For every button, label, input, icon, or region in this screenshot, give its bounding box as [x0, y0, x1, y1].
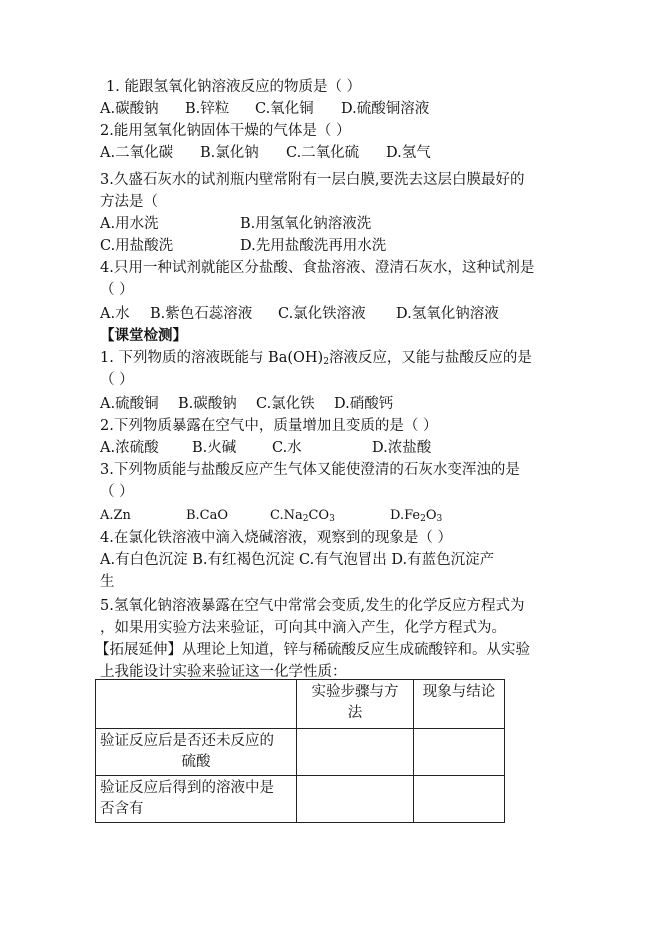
q4-option-d: D.氢氧化钠溶液: [396, 306, 499, 322]
q3-stem-line2: 方法是（: [100, 194, 158, 210]
q2-option-d: D.氢气: [386, 145, 431, 161]
c3-option-d-sub1: 2: [420, 514, 426, 524]
extension-line2: 上我能设计实验来验证这一化学性质：: [100, 664, 347, 680]
row2-steps-cell[interactable]: [297, 776, 414, 823]
row2-label-cell: [96, 776, 297, 823]
c3-option-a: A.Zn: [100, 508, 131, 523]
header-cell-result: [414, 680, 505, 729]
row2-label-line1: 验证反应后得到的溶液中是: [100, 780, 274, 796]
q2-option-b: B.氯化钠: [200, 145, 259, 161]
c3-option-c-sub1: 2: [302, 514, 309, 524]
header-cell-empty: [96, 680, 297, 729]
q4-options: [100, 303, 499, 325]
c1-stem-subscript: 2: [323, 357, 329, 367]
c4-stem: 4.在氯化铁溶液中滴入烧碱溶液，观察到的现象是（ ）: [100, 530, 452, 546]
q1-option-b: B.锌粒: [185, 101, 230, 117]
row1-label-line1: 验证反应后是否还未反应的: [100, 733, 274, 749]
q2-option-a: A.二氧化碳: [100, 145, 174, 161]
c2-options: [100, 437, 431, 459]
c3-option-c-start: C.Na: [270, 508, 303, 523]
q4-stem-line2: （ ）: [100, 282, 134, 298]
c1-stem-start: 1. 下列物质的溶液既能与 Ba(OH): [100, 350, 324, 366]
c3-option-b: B.CaO: [186, 508, 229, 523]
header-result: 现象与结论: [422, 684, 496, 700]
experiment-table: [95, 679, 505, 823]
c5-line2: ，如果用实验方法来验证，可向其中滴入产生，化学方程式为。: [100, 620, 506, 636]
extension-line1: 【拓展延伸】从理论上知道，锌与稀硫酸反应生成硫酸锌和。从实验: [95, 642, 530, 658]
c3-option-d-mid: O: [425, 508, 437, 523]
c1-option-b: B.碳酸钠: [178, 396, 237, 412]
q4-stem-line1: 4.只用一种试剂就能区分盐酸、食盐溶液、澄清石灰水，这种试剂是: [100, 260, 535, 276]
table-row: [96, 729, 505, 776]
row2-label-line2: 否含有: [100, 801, 144, 817]
c1-stem-rest: 溶液反应，又能与盐酸反应的是: [328, 350, 532, 366]
row1-label-cell: [96, 729, 297, 776]
c3-option-c-mid: CO: [308, 508, 330, 523]
header-steps-line1: 实验步骤与方: [311, 684, 399, 700]
q1-option-d: D.硫酸铜溶液: [341, 101, 430, 117]
row1-label-line2: 硫酸: [181, 754, 211, 770]
q1-options: [100, 98, 429, 120]
c2-option-c: C.水: [272, 440, 302, 456]
q3-options-row2: [100, 235, 386, 257]
q2-option-c: C.二氧化硫: [286, 145, 360, 161]
q4-option-c: C.氯化铁溶液: [278, 306, 366, 322]
q2-options: [100, 142, 431, 164]
c3-option-d-sub2: 3: [436, 514, 443, 524]
table-row: [96, 776, 505, 823]
row1-steps-cell[interactable]: [297, 729, 414, 776]
q3-option-b: B.用氢氧化钠溶液洗: [240, 216, 372, 232]
c4-options-line1: A.有白色沉淀 B.有红褐色沉淀 C.有气泡冒出 D.有蓝色沉淀产: [100, 552, 495, 568]
header-steps-line2: 法: [347, 705, 363, 721]
c4-options-line2: 生: [100, 574, 115, 590]
row2-result-cell[interactable]: [414, 776, 505, 823]
c2-stem: 2.下列物质暴露在空气中，质量增加且变质的是（ ）: [100, 418, 438, 434]
q3-option-a: A.用水洗: [100, 216, 159, 232]
c1-stem-line2: （ ）: [100, 372, 134, 388]
q2-stem: 2.能用氢氧化钠固体干燥的气体是（ ）: [100, 123, 351, 139]
q3-stem-line1: 3.久盛石灰水的试剂瓶内壁常附有一层白膜,要洗去这层白膜最好的: [100, 172, 525, 188]
q1-option-c: C.氧化铜: [255, 101, 314, 117]
c1-option-a: A.硫酸铜: [100, 396, 159, 412]
c3-option-c-sub2: 3: [329, 514, 335, 524]
c1-stem-line1: [100, 347, 532, 373]
c3-stem-line1: 3.下列物质能与盐酸反应产生气体又能使澄清的石灰水变浑浊的是: [100, 462, 520, 478]
q1-stem: 1. 能跟氢氧化钠溶液反应的物质是（ ）: [106, 79, 362, 95]
c1-option-c: C.氯化铁: [256, 396, 315, 412]
c2-option-b: B.火碱: [192, 440, 237, 456]
header-cell-steps: [297, 680, 414, 729]
c1-option-d: D.硝酸钙: [334, 396, 394, 412]
q3-option-d: D.先用盐酸洗再用水洗: [240, 238, 387, 254]
row1-result-cell[interactable]: [414, 729, 505, 776]
q4-option-a: A.水: [100, 306, 130, 322]
q4-option-b: B.紫色石蕊溶液: [150, 306, 253, 322]
c5-line1: 5.氢氧化钠溶液暴露在空气中常常会变质,发生的化学反应方程式为: [100, 598, 525, 614]
c3-stem-line2: （ ）: [100, 484, 134, 500]
table-header-row: [96, 680, 505, 729]
q1-option-a: A.碳酸钠: [100, 101, 159, 117]
q3-option-c: C.用盐酸洗: [100, 238, 174, 254]
c2-option-d: D.浓盐酸: [372, 440, 432, 456]
section-heading-check: 【课堂检测】: [100, 327, 187, 344]
c3-option-d-start: D.Fe: [390, 508, 421, 523]
c2-option-a: A.浓硫酸: [100, 440, 159, 456]
c1-options: [100, 393, 393, 415]
q3-options-row1: [100, 213, 371, 235]
